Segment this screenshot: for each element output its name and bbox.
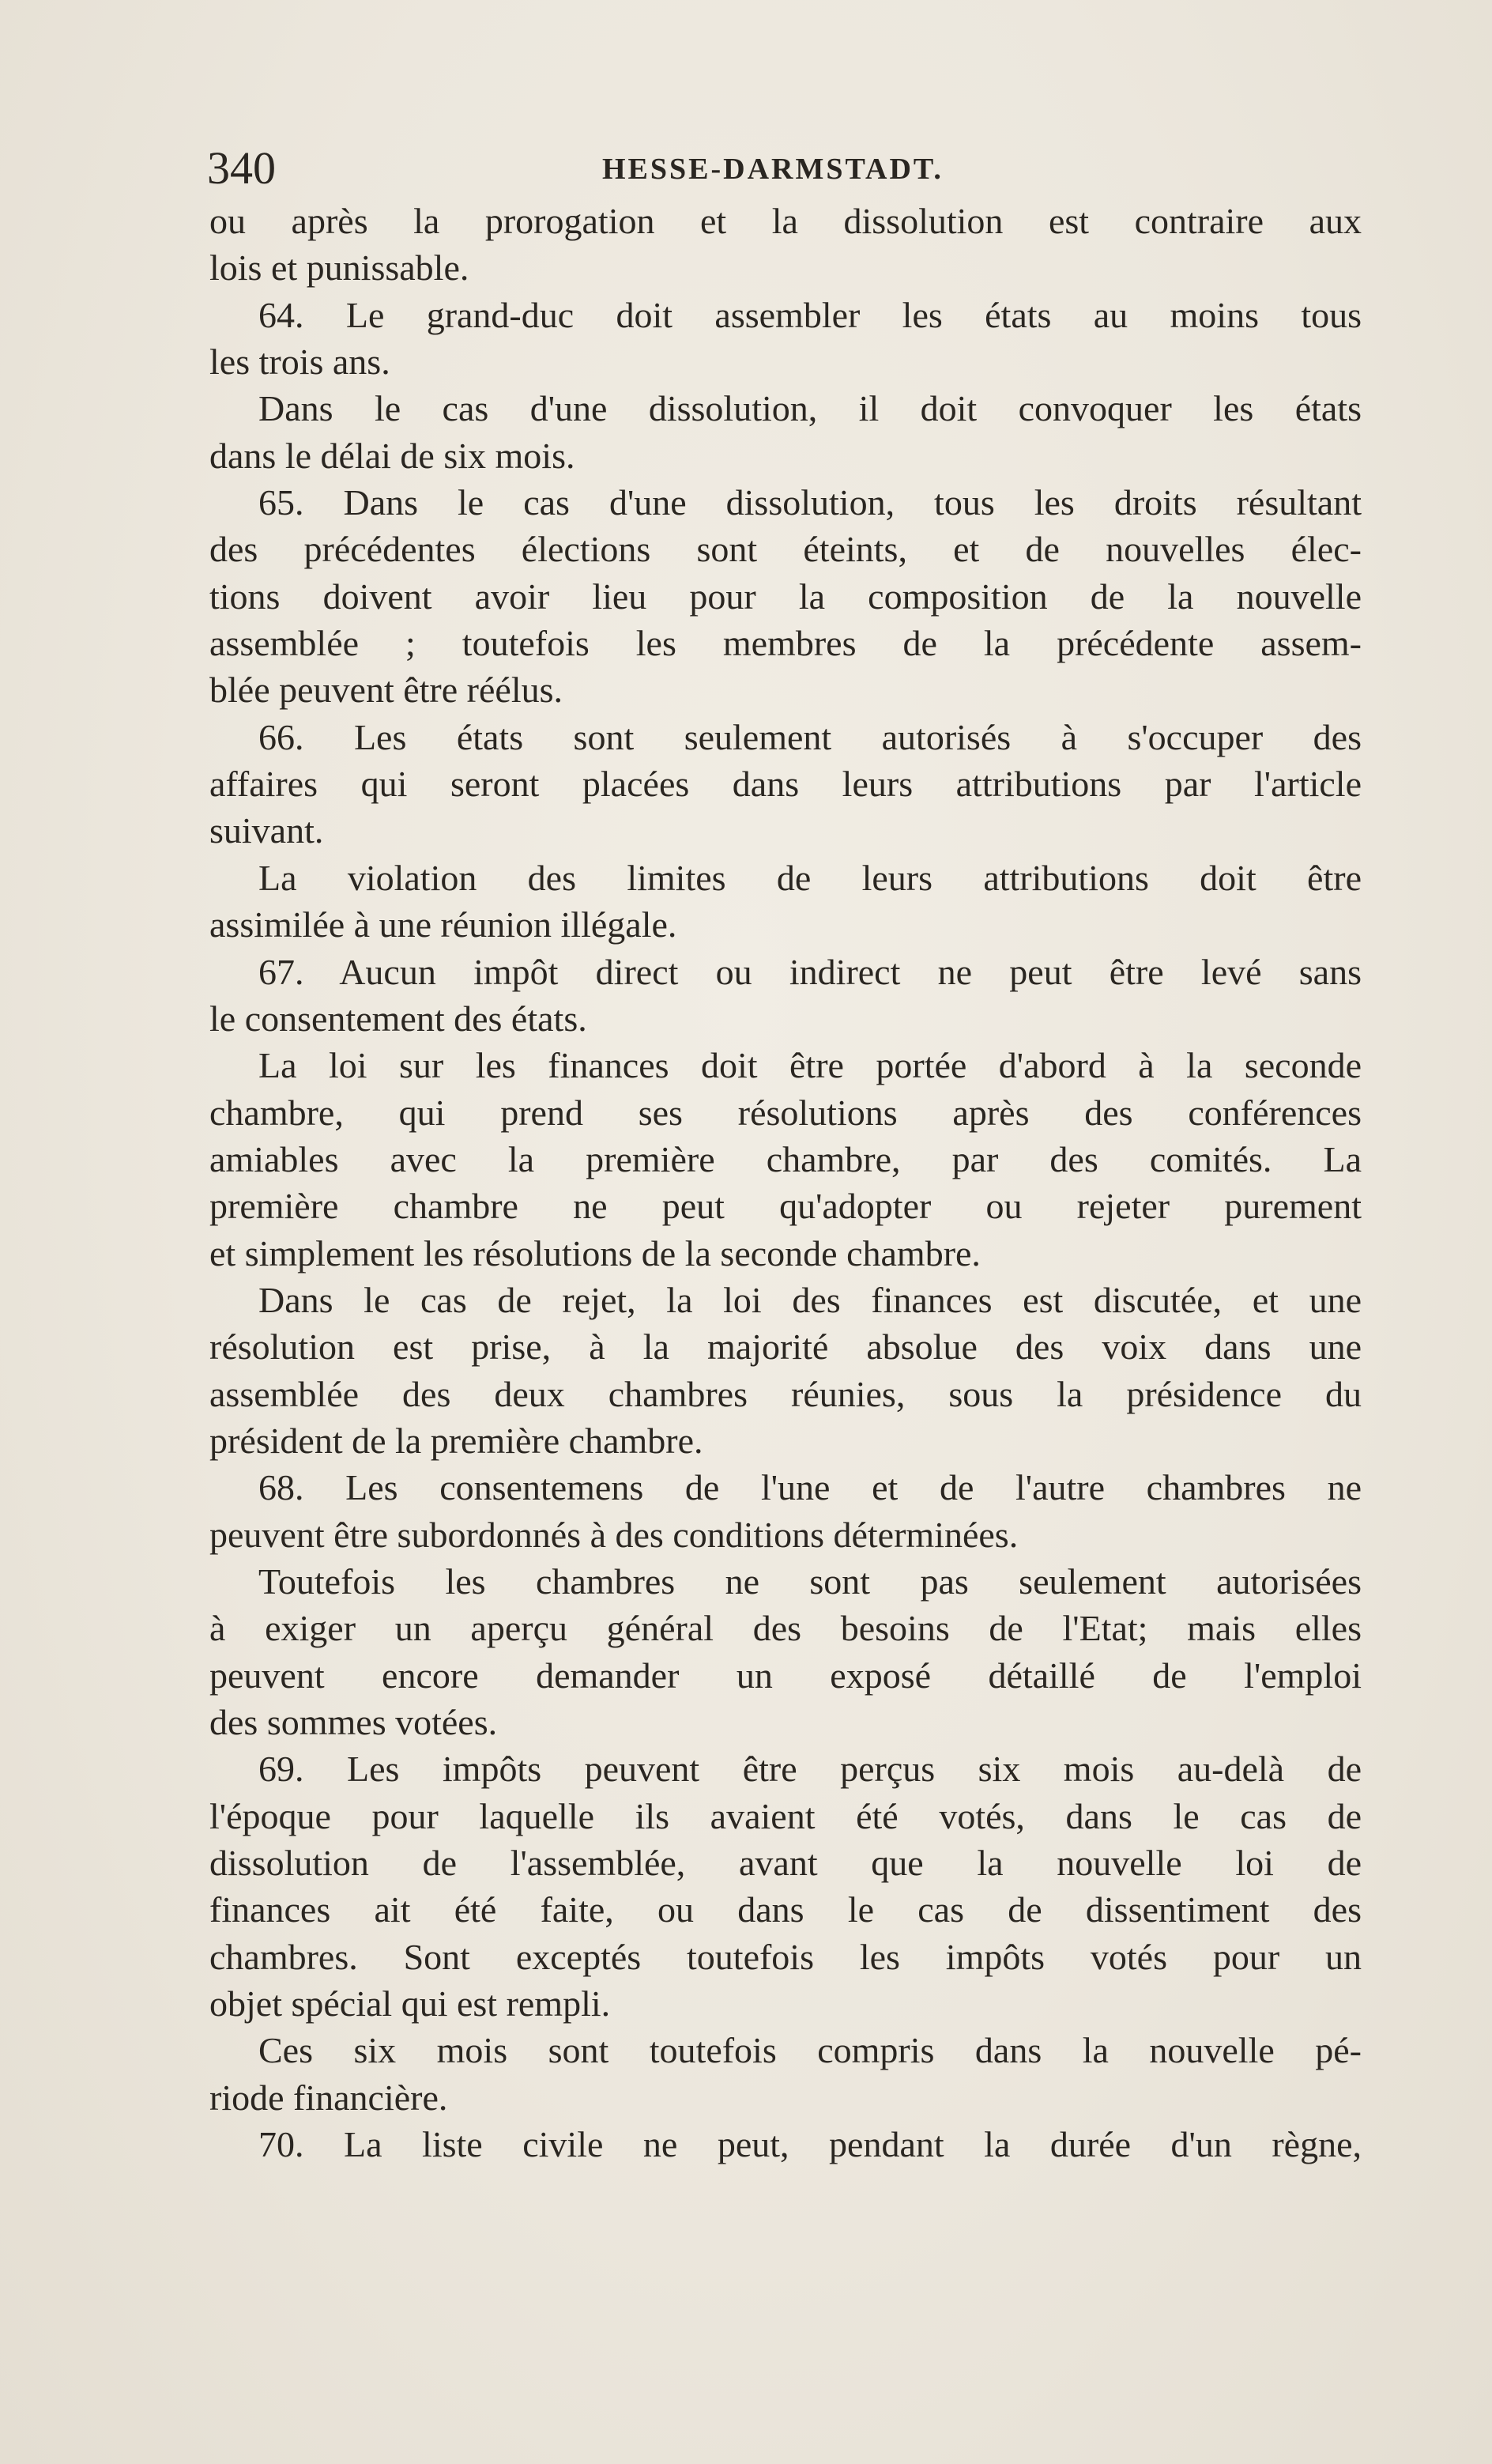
text-line: 67. Aucun impôt direct ou indirect ne peut être levé sans — [258, 951, 1362, 992]
text-line: à exiger un aperçu général des besoins de l'Etat; mais elles — [209, 1608, 1362, 1649]
text-line: chambre, qui prend ses résolutions après des conférences — [209, 1092, 1362, 1133]
text-line: président de la première chambre. — [209, 1420, 703, 1461]
text-line: première chambre ne peut qu'adopter ou rejeter purement — [209, 1186, 1362, 1227]
text-line: chambres. Sont exceptés toutefois les impôts votés pour un — [209, 1936, 1362, 1977]
text-line: affaires qui seront placées dans leurs attributions par l'article — [209, 764, 1362, 805]
text-line: Toutefois les chambres ne sont pas seulement autorisées — [258, 1560, 1362, 1602]
text-line: Dans le cas de rejet, la loi des finances est discutée, et une — [258, 1279, 1362, 1320]
text-line: 68. Les consentemens de l'une et de l'autre chambres ne — [258, 1467, 1362, 1508]
text-line: La violation des limites de leurs attributions doit être — [258, 857, 1362, 898]
text-line: des sommes votées. — [209, 1702, 498, 1742]
text-line: dans le délai de six mois. — [209, 435, 575, 476]
text-line: finances ait été faite, ou dans le cas de dissentiment des — [209, 1889, 1362, 1930]
text-line: dissolution de l'assemblée, avant que la nouvelle loi de — [209, 1843, 1362, 1884]
text-line: les trois ans. — [209, 341, 390, 383]
text-line: assimilée à une réunion illégale. — [209, 904, 677, 945]
text-line: 70. La liste civile ne peut, pendant la durée d'un règne, — [258, 2124, 1362, 2165]
text-line: assemblée des deux chambres réunies, sous la présidence du — [209, 1373, 1362, 1414]
text-line: objet spécial qui est rempli. — [209, 1983, 611, 2024]
text-line: ou après la prorogation et la dissolution est contraire aux — [209, 201, 1362, 241]
body-text — [209, 198, 1362, 2168]
text-line: le consentement des états. — [209, 998, 587, 1039]
text-line: blée peuvent être réélus. — [209, 670, 563, 711]
text-line: peuvent encore demander un exposé détaillé de l'emploi — [209, 1655, 1362, 1696]
text-line: riode financière. — [209, 2077, 448, 2118]
text-line: 66. Les états sont seulement autorisés à s'occuper des — [258, 716, 1362, 757]
text-line: l'époque pour laquelle ils avaient été votés, dans le cas de — [209, 1795, 1362, 1836]
text-line: résolution est prise, à la majorité absolue des voix dans une — [209, 1326, 1362, 1368]
text-line: amiables avec la première chambre, par des comités. La — [209, 1138, 1362, 1179]
text-line: et simplement les résolutions de la seconde chambre. — [209, 1232, 981, 1274]
page-number: 340 — [207, 142, 276, 194]
text-line: assemblée ; toutefois les membres de la précédente assem- — [209, 623, 1362, 664]
text-line: Dans le cas d'une dissolution, il doit convoquer les états — [258, 388, 1362, 429]
text-line: 64. Le grand-duc doit assembler les états au moins tous — [258, 294, 1362, 335]
text-line: 65. Dans le cas d'une dissolution, tous les droits résultant — [258, 482, 1362, 523]
text-line: suivant. — [209, 810, 324, 851]
text-line: des précédentes élections sont éteints, et de nouvelles élec- — [209, 529, 1362, 570]
text-line: lois et punissable. — [209, 247, 469, 289]
text-line: tions doivent avoir lieu pour la composition de la nouvelle — [209, 575, 1362, 617]
text-line: Ces six mois sont toutefois compris dans la nouvelle pé- — [258, 2030, 1362, 2071]
text-line: La loi sur les finances doit être portée d'abord à la seconde — [258, 1045, 1362, 1086]
text-line: peuvent être subordonnés à des conditions déterminées. — [209, 1514, 1019, 1555]
page-header — [207, 141, 1361, 196]
running-head: HESSE-DARMSTADT. — [602, 153, 944, 186]
text-line: 69. Les impôts peuvent être perçus six mois au-delà de — [258, 1749, 1362, 1790]
